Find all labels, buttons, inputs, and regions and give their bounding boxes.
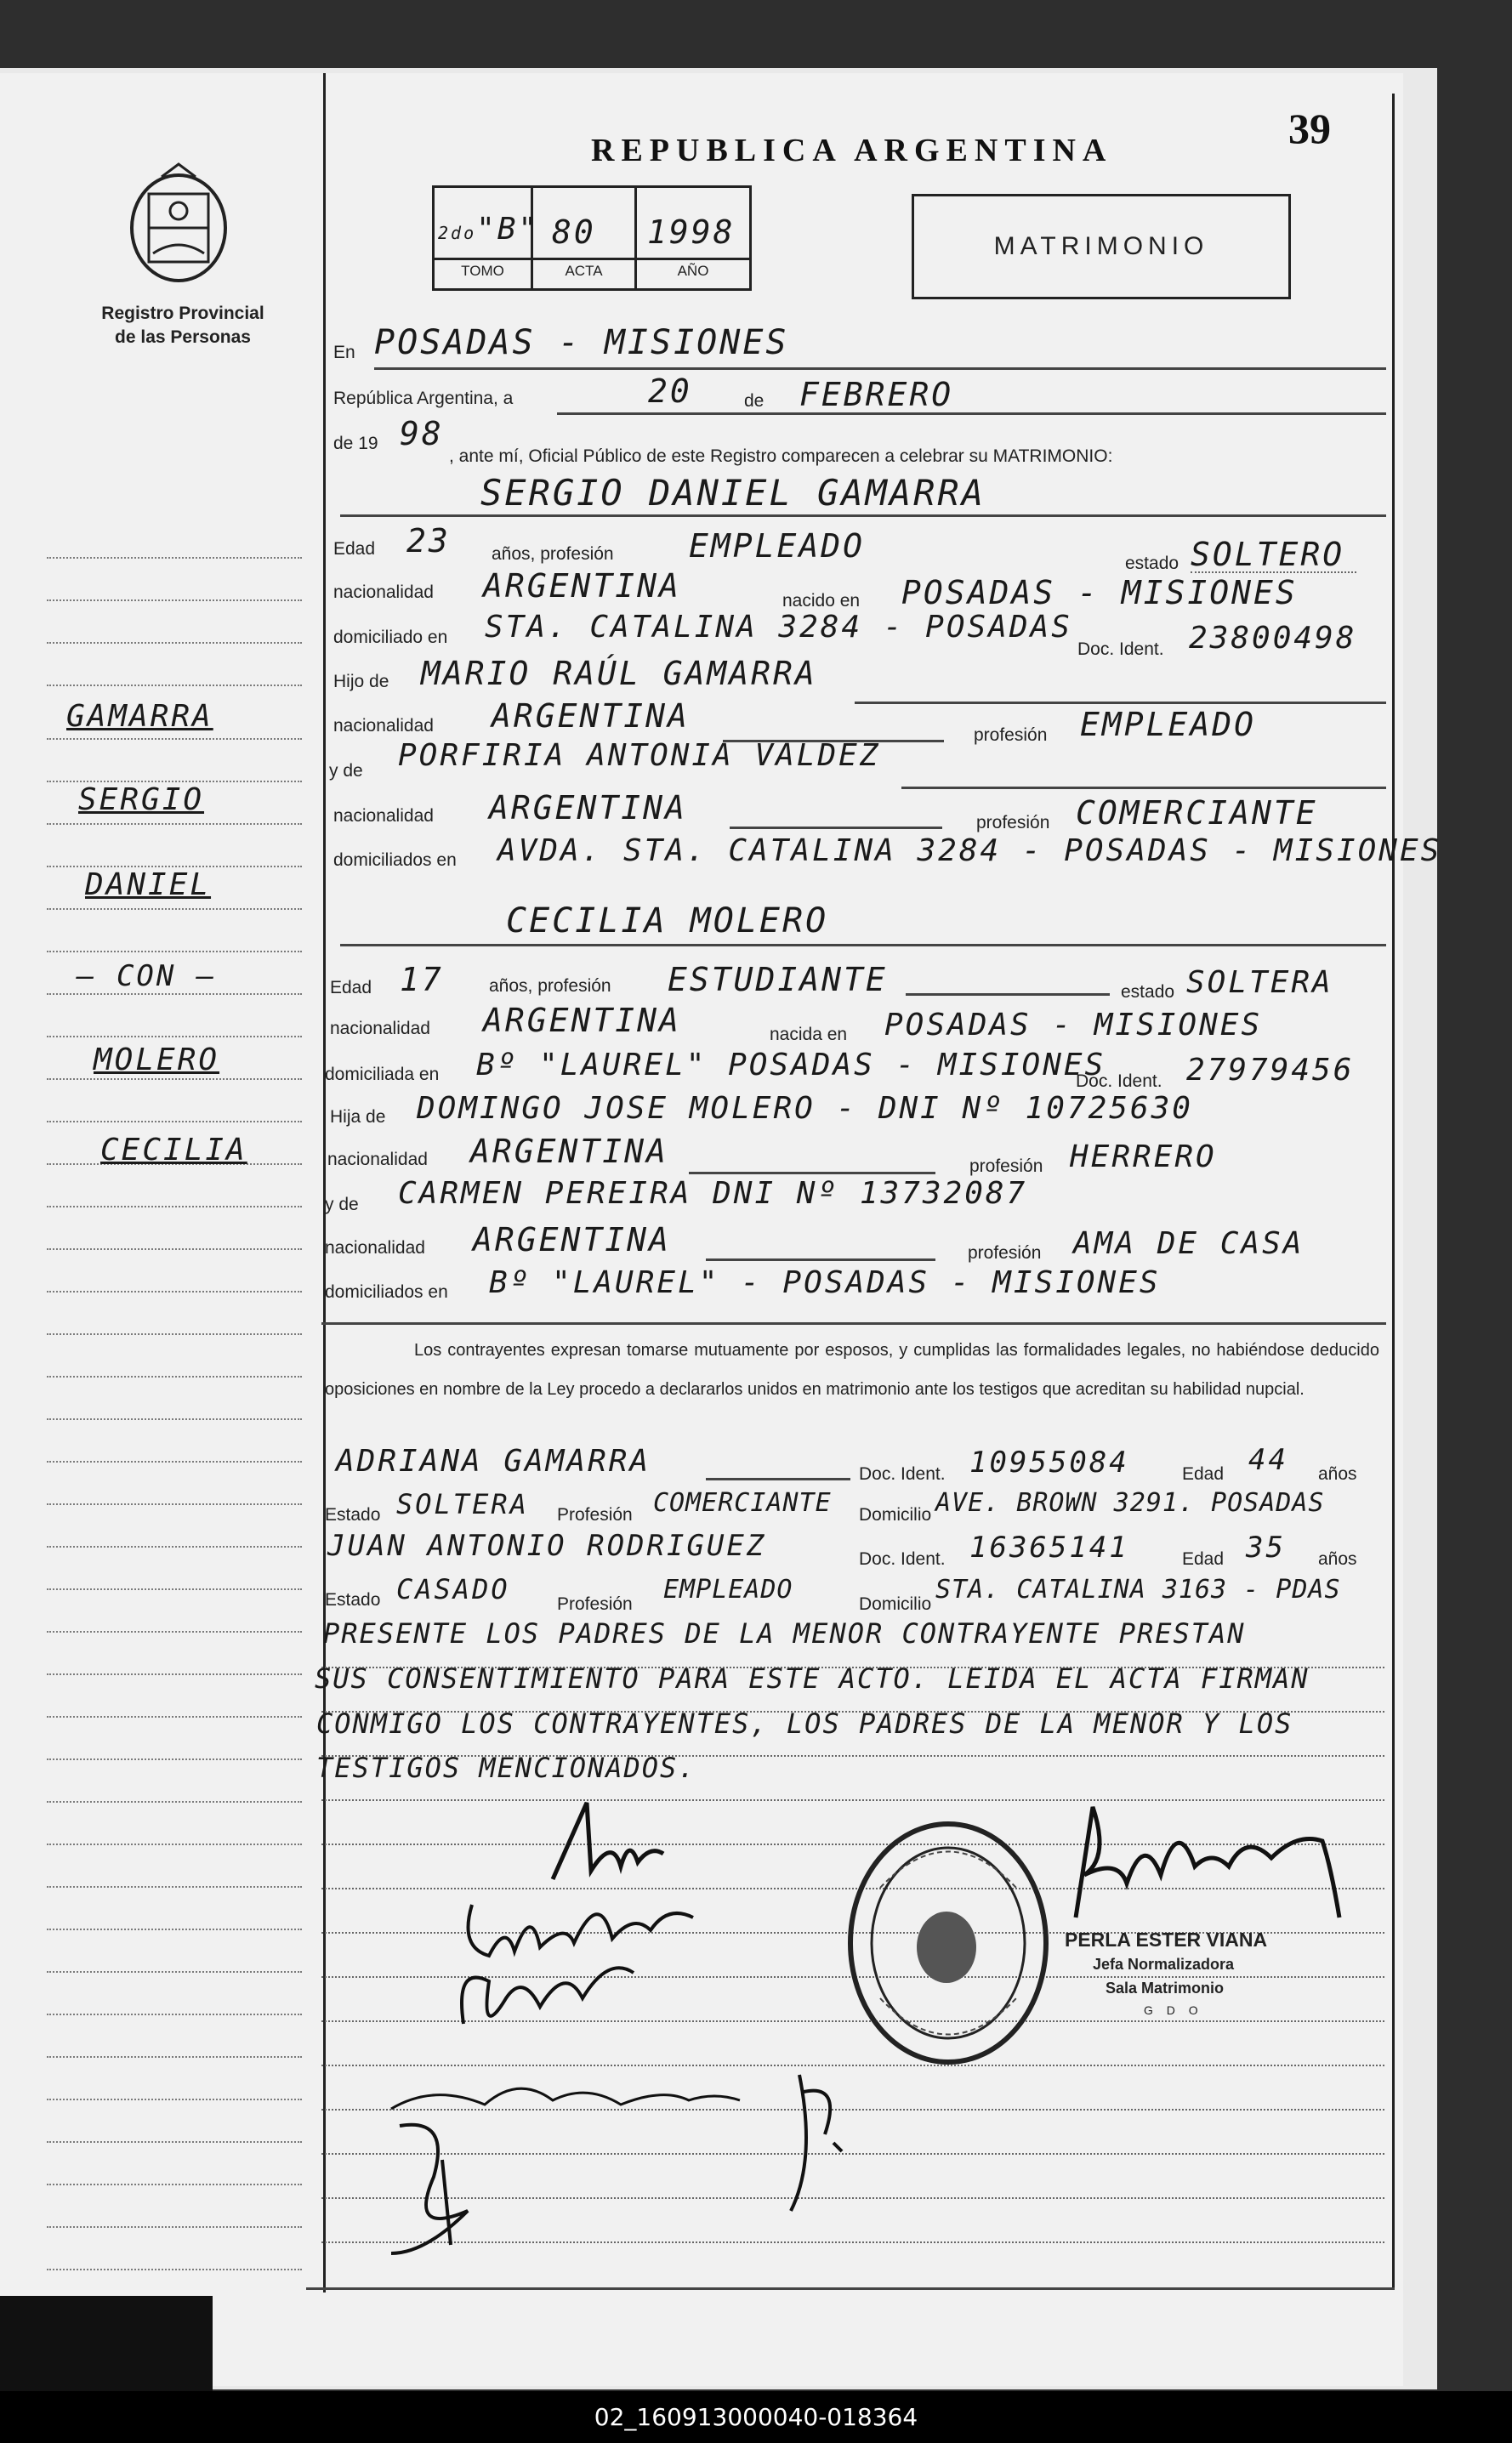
groom-father-nationality: ARGENTINA — [492, 697, 690, 735]
margin-con: — CON — — [77, 959, 217, 993]
acta-value: 80 — [552, 213, 596, 251]
nacionalidad-label: nacionalidad — [327, 1150, 428, 1169]
profesion-label: profesión — [968, 1243, 1042, 1263]
bride-mother: CARMEN PEREIRA DNI Nº 13732087 — [398, 1176, 1028, 1211]
domiciliado-label: domiciliado en — [333, 628, 448, 647]
bride-age: 17 — [400, 961, 444, 998]
margin-rule — [47, 1631, 302, 1633]
rule-dots — [1191, 571, 1356, 573]
rule-line — [855, 702, 1386, 704]
witness1-profession: COMERCIANTE — [653, 1488, 832, 1518]
signature-groom — [446, 1947, 668, 2058]
margin-rule — [47, 2226, 302, 2228]
acta-label: ACTA — [565, 263, 603, 279]
margin-rule — [47, 2269, 302, 2270]
margin-rule — [47, 1588, 302, 1590]
rule-line — [901, 787, 1386, 789]
groom-father-profession: EMPLEADO — [1080, 706, 1257, 743]
bride-address: Bº "LAUREL" POSADAS - MISIONES — [476, 1048, 1106, 1082]
margin-rule — [47, 1248, 302, 1250]
margin-rule — [47, 1801, 302, 1803]
margin-rule — [47, 993, 302, 995]
year-suffix: 98 — [400, 415, 444, 452]
estado-label: estado — [1125, 554, 1179, 573]
margin-rule — [47, 951, 302, 952]
domiciliados-label: domiciliados en — [333, 850, 457, 870]
margin-rule — [47, 2141, 302, 2143]
note-line: PRESENTE LOS PADRES DE LA MENOR CONTRAYENTE PRESTAN — [323, 1617, 1246, 1650]
margin-rule — [47, 823, 302, 825]
domicilio-label: Domicilio — [859, 1505, 932, 1525]
margin-rule — [47, 1844, 302, 1845]
anos-label: años — [1318, 1464, 1357, 1484]
rule-line — [306, 2287, 1395, 2290]
nacida-label: nacida en — [770, 1025, 848, 1044]
margin-rule — [47, 2014, 302, 2015]
footer-file-id: 02_160913000040-018364 — [0, 2391, 1512, 2443]
stamp-title-2: Sala Matrimonio — [1106, 1980, 1225, 1997]
year-prefix: de 19 — [333, 434, 378, 453]
month-value: FEBRERO — [799, 376, 954, 413]
bride-parents-address: Bº "LAUREL" - POSADAS - MISIONES — [489, 1265, 1161, 1300]
margin-rule — [47, 685, 302, 686]
right-margin-rule — [1392, 94, 1395, 2287]
margin-middle-name-groom: DANIEL — [85, 867, 212, 902]
rule-dots — [321, 1667, 1384, 1668]
margin-rule — [47, 642, 302, 644]
groom-mother-nationality: ARGENTINA — [489, 789, 687, 827]
domicilio-label: Domicilio — [859, 1594, 932, 1614]
stamp-title-3: G D O — [1144, 2003, 1203, 2017]
margin-rule — [47, 1461, 302, 1463]
registry-name: Registro Provincial de las Personas — [101, 304, 264, 347]
doc-label: Doc. Ident. — [1077, 639, 1164, 659]
margin-rule — [47, 1036, 302, 1037]
witness2-estado: CASADO — [396, 1573, 510, 1605]
margin-rule — [47, 1418, 302, 1420]
groom-age: 23 — [406, 522, 451, 560]
margin-rule — [47, 1929, 302, 1930]
margin-rule — [47, 599, 302, 601]
margin-rule — [47, 1376, 302, 1378]
bride-father-profession: HERRERO — [1070, 1139, 1217, 1174]
margin-rule — [47, 1333, 302, 1335]
rule-dots — [321, 1755, 1384, 1757]
matrimonio-box — [912, 194, 1291, 299]
rule-line — [706, 1258, 935, 1261]
bride-father-nationality: ARGENTINA — [470, 1133, 668, 1170]
margin-rule — [47, 908, 302, 910]
bride-doc: 27979456 — [1186, 1053, 1355, 1088]
margin-rule — [47, 1673, 302, 1675]
country-title: REPUBLICA ARGENTINA — [591, 133, 1113, 168]
bride-birthplace: POSADAS - MISIONES — [884, 1008, 1263, 1043]
margin-rule — [47, 1206, 302, 1207]
groom-estado: SOLTERO — [1191, 536, 1345, 573]
bride-nationality: ARGENTINA — [483, 1002, 681, 1039]
margin-surname-bride: MOLERO — [94, 1043, 220, 1077]
margin-first-name-bride: CECILIA — [100, 1133, 247, 1168]
doc-label: Doc. Ident. — [859, 1464, 946, 1484]
estado-label: Estado — [325, 1590, 381, 1610]
rule-line — [374, 367, 1386, 370]
note-line: SUS CONSENTIMIENTO PARA ESTE ACTO. LEIDA EL ACTA FIRMAN — [315, 1662, 1310, 1695]
day-value: 20 — [648, 372, 692, 410]
tomo-value: 2do"B" — [438, 212, 540, 247]
witness2-address: STA. CATALINA 3163 - PDAS — [935, 1575, 1341, 1605]
y-de-label: y de — [325, 1195, 359, 1214]
stamp-name: PERLA ESTER VIANA — [1065, 1929, 1268, 1951]
margin-rule — [47, 738, 302, 740]
nacionalidad-label: nacionalidad — [333, 806, 434, 826]
groom-mother: PORFIRIA ANTONIA VALDEZ — [398, 738, 881, 773]
groom-nationality: ARGENTINA — [483, 567, 681, 605]
doc-type: MATRIMONIO — [993, 232, 1209, 260]
estado-label: Estado — [325, 1505, 381, 1525]
groom-father: MARIO RAÚL GAMARRA — [421, 655, 817, 692]
official-seal-icon — [846, 1820, 1050, 2066]
note-line: CONMIGO LOS CONTRAYENTES, LOS PADRES DE LA MENOR Y LOS — [316, 1707, 1293, 1740]
declaration-text: Los contrayentes expresan tomarse mutuamente por esposos, y cumplidas las formalidades legales, no habiéndose deducido oposiciones en nombre de la Ley procedo a declararlos unidos en matrimonio ante los testigos que acreditan su habilidad nupcial. — [325, 1341, 1379, 1399]
place-value: POSADAS - MISIONES — [374, 323, 789, 362]
nacido-label: nacido en — [782, 591, 861, 611]
note-line: TESTIGOS MENCIONADOS. — [316, 1752, 696, 1784]
hijo-label: Hijo de — [333, 672, 389, 691]
tomo-acta-ano-box — [432, 185, 752, 291]
scan-shadow — [0, 2296, 213, 2391]
profesion-label: profesión — [976, 813, 1050, 832]
en-label: En — [333, 343, 355, 362]
edad-label: Edad — [333, 539, 376, 559]
left-margin-rule — [323, 73, 326, 2292]
rule-line — [706, 1478, 850, 1480]
margin-rule — [47, 2099, 302, 2100]
witness2-profession: EMPLEADO — [663, 1575, 793, 1605]
rule-line — [730, 827, 942, 829]
domiciliados-label: domiciliados en — [325, 1282, 448, 1302]
nacionalidad-label: nacionalidad — [333, 716, 434, 736]
ano-label: AÑO — [677, 263, 709, 279]
tomo-label: TOMO — [461, 263, 504, 279]
profesion-label: profesión — [969, 1156, 1043, 1176]
bride-estado: SOLTERA — [1186, 965, 1333, 1000]
witness2-name: JUAN ANTONIO RODRIGUEZ — [327, 1529, 767, 1563]
rule-line — [557, 412, 1386, 415]
witness2-doc: 16365141 — [969, 1531, 1129, 1565]
margin-rule — [47, 1886, 302, 1888]
bride-mother-profession: AMA DE CASA — [1073, 1226, 1305, 1261]
y-de-label: y de — [329, 761, 363, 781]
rule-line — [689, 1172, 935, 1174]
rule-line — [906, 993, 1110, 996]
edad-label: Edad — [330, 978, 372, 997]
nacionalidad-label: nacionalidad — [330, 1019, 430, 1038]
groom-parents-address: AVDA. STA. CATALINA 3284 - POSADAS - MISIONES — [497, 833, 1442, 868]
estado-label: estado — [1121, 982, 1175, 1002]
margin-rule — [47, 1121, 302, 1122]
groom-doc: 23800498 — [1189, 621, 1357, 656]
signature-parent — [374, 2109, 510, 2270]
bride-mother-nationality: ARGENTINA — [473, 1221, 671, 1258]
witness2-age: 35 — [1246, 1531, 1286, 1565]
profesion-label: Profesión — [557, 1594, 633, 1614]
groom-name: SERGIO DANIEL GAMARRA — [480, 472, 986, 514]
rule-line — [340, 514, 1386, 517]
margin-rule — [47, 2184, 302, 2185]
anos-label: años — [1318, 1549, 1357, 1569]
doc-label: Doc. Ident. — [859, 1549, 946, 1569]
margin-rule — [47, 1971, 302, 1973]
ano-value: 1998 — [647, 213, 736, 251]
rule-line — [340, 944, 1386, 946]
witness1-doc: 10955084 — [969, 1446, 1129, 1480]
witness1-address: AVE. BROWN 3291. POSADAS — [935, 1488, 1325, 1518]
groom-address: STA. CATALINA 3284 - POSADAS — [485, 610, 1072, 645]
domiciliada-label: domiciliada en — [325, 1065, 440, 1084]
page-number: 39 — [1288, 105, 1331, 152]
rule-line — [321, 1322, 1386, 1325]
profesion-label: Profesión — [557, 1505, 633, 1525]
margin-rule — [47, 557, 302, 559]
margin-rule — [47, 1291, 302, 1293]
groom-profession: EMPLEADO — [689, 527, 866, 565]
groom-birthplace: POSADAS - MISIONES — [901, 574, 1298, 611]
witness1-age: 44 — [1248, 1443, 1288, 1477]
edad-label: Edad — [1182, 1549, 1225, 1569]
margin-rule — [47, 1078, 302, 1080]
anos-profesion-label: años, profesión — [489, 976, 611, 996]
bride-name: CECILIA MOLERO — [506, 901, 829, 940]
margin-rule — [47, 1546, 302, 1548]
coat-of-arms-icon — [123, 160, 234, 287]
margin-rule — [47, 1503, 302, 1505]
rule-dots — [321, 1711, 1384, 1713]
signature-witness-2 — [765, 2058, 867, 2228]
republica-label: República Argentina, a — [333, 389, 514, 408]
margin-rule — [47, 1716, 302, 1718]
witness1-estado: SOLTERA — [396, 1488, 529, 1520]
witness1-name: ADRIANA GAMARRA — [336, 1444, 651, 1479]
doc-label: Doc. Ident. — [1076, 1071, 1162, 1091]
nacionalidad-label: nacionalidad — [333, 582, 434, 602]
edad-label: Edad — [1182, 1464, 1225, 1484]
margin-first-name-groom: SERGIO — [78, 782, 205, 817]
de-label: de — [744, 391, 765, 411]
signature-registrar — [1059, 1781, 1356, 1943]
groom-mother-profession: COMERCIANTE — [1076, 794, 1318, 832]
hija-label: Hija de — [330, 1107, 386, 1127]
stamp-title-1: Jefa Normalizadora — [1093, 1956, 1235, 1973]
nacionalidad-label: nacionalidad — [325, 1238, 425, 1258]
bride-profession: ESTUDIANTE — [668, 961, 888, 998]
profesion-label: profesión — [974, 725, 1048, 745]
bride-father: DOMINGO JOSE MOLERO - DNI Nº 10725630 — [417, 1091, 1193, 1126]
intro-sentence: , ante mí, Oficial Público de este Registro comparecen a celebrar su MATRIMONIO: — [449, 446, 1113, 466]
margin-rule — [47, 1758, 302, 1760]
anos-profesion-label: años, profesión — [492, 544, 614, 564]
margin-rule — [47, 2056, 302, 2058]
margin-surname-groom: GAMARRA — [66, 699, 213, 734]
